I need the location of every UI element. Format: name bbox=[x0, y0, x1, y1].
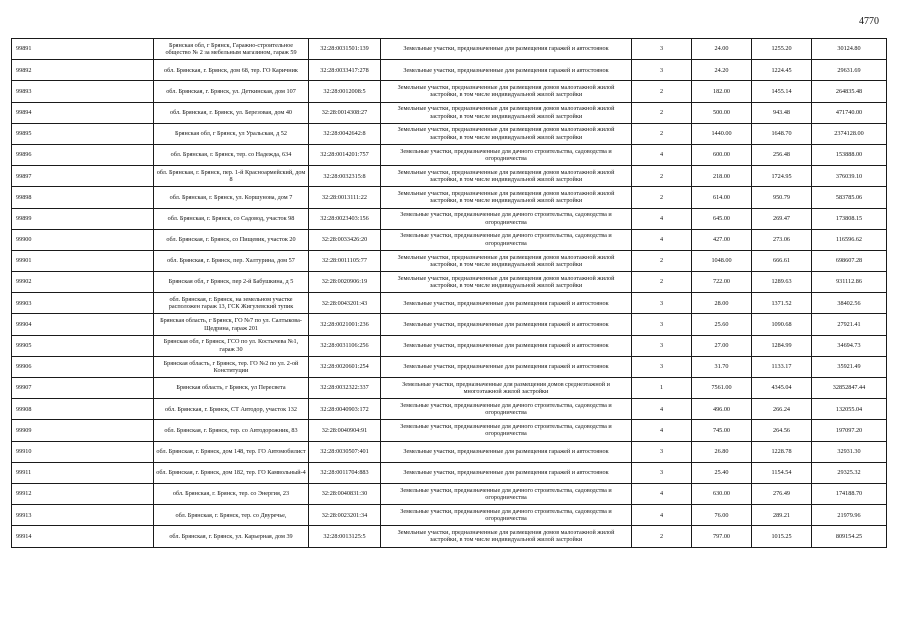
address-cell: обл. Брянская, г. Брянск, на земельном участке расположен гараж 13, ГСК Жигулевский тупик bbox=[154, 293, 309, 314]
cadastral-number-cell: 32:28:0012008:5 bbox=[309, 81, 381, 102]
specific-value-cell: 1090.68 bbox=[752, 314, 812, 335]
record-number-cell: 99912 bbox=[12, 483, 154, 504]
specific-value-cell: 256.48 bbox=[752, 144, 812, 165]
record-number-cell: 99895 bbox=[12, 123, 154, 144]
area-cell: 7561.00 bbox=[692, 378, 752, 399]
cadastral-value-cell: 29325.32 bbox=[812, 462, 887, 483]
group-number-cell: 2 bbox=[632, 187, 692, 208]
group-number-cell: 2 bbox=[632, 526, 692, 547]
cadastral-value-cell: 173808.15 bbox=[812, 208, 887, 229]
table-row bbox=[12, 441, 887, 462]
land-use-type-cell: Земельные участки, предназначенные для размещения домов малоэтажной жилой застройки, в том числе индивидуальной жилой застройки bbox=[381, 526, 632, 547]
area-cell: 24.20 bbox=[692, 60, 752, 81]
address-cell: обл. Брянская, г. Брянск, пер. Халтурина, дом 57 bbox=[154, 250, 309, 271]
group-number-cell: 3 bbox=[632, 60, 692, 81]
specific-value-cell: 264.56 bbox=[752, 420, 812, 441]
group-number-cell: 2 bbox=[632, 166, 692, 187]
address-cell: обл. Брянская, г. Брянск, СТ Автодор, участок 132 bbox=[154, 399, 309, 420]
cadastral-value-cell: 174188.70 bbox=[812, 483, 887, 504]
cadastral-value-cell: 35921.49 bbox=[812, 356, 887, 377]
table-row bbox=[12, 144, 887, 165]
area-cell: 1440.00 bbox=[692, 123, 752, 144]
specific-value-cell: 1455.14 bbox=[752, 81, 812, 102]
table-row bbox=[12, 483, 887, 504]
record-number-cell: 99913 bbox=[12, 505, 154, 526]
specific-value-cell: 1724.95 bbox=[752, 166, 812, 187]
address-cell: обл. Брянская, г. Брянск, тер. со Надежда, 634 bbox=[154, 144, 309, 165]
specific-value-cell: 4345.04 bbox=[752, 378, 812, 399]
cadastral-number-cell: 32:28:0030507:401 bbox=[309, 441, 381, 462]
cadastral-value-cell: 21979.96 bbox=[812, 505, 887, 526]
table-row bbox=[12, 81, 887, 102]
table-row bbox=[12, 526, 887, 547]
specific-value-cell: 266.24 bbox=[752, 399, 812, 420]
specific-value-cell: 943.48 bbox=[752, 102, 812, 123]
area-cell: 76.00 bbox=[692, 505, 752, 526]
land-use-type-cell: Земельные участки, предназначенные для размещения домов малоэтажной жилой застройки, в том числе индивидуальной жилой застройки bbox=[381, 102, 632, 123]
cadastral-value-cell: 809154.25 bbox=[812, 526, 887, 547]
specific-value-cell: 1228.78 bbox=[752, 441, 812, 462]
group-number-cell: 3 bbox=[632, 293, 692, 314]
group-number-cell: 3 bbox=[632, 462, 692, 483]
specific-value-cell: 666.61 bbox=[752, 250, 812, 271]
address-cell: обл. Брянская, г. Брянск, ул. Карьерная, дом 39 bbox=[154, 526, 309, 547]
group-number-cell: 4 bbox=[632, 144, 692, 165]
land-use-type-cell: Земельные участки, предназначенные для дачного строительства, садоводства и огородничества bbox=[381, 399, 632, 420]
cadastral-number-cell: 32:28:0021001:236 bbox=[309, 314, 381, 335]
cadastral-number-cell: 32:28:0031106:256 bbox=[309, 335, 381, 356]
record-number-cell: 99898 bbox=[12, 187, 154, 208]
cadastral-number-cell: 32:28:0040903:172 bbox=[309, 399, 381, 420]
address-cell: обл. Брянская, г. Брянск, дом 148, тер. ГО Автомобилист bbox=[154, 441, 309, 462]
cadastral-value-cell: 116596.62 bbox=[812, 229, 887, 250]
area-cell: 614.00 bbox=[692, 187, 752, 208]
record-number-cell: 99910 bbox=[12, 441, 154, 462]
cadastral-number-cell: 32:28:0023201:34 bbox=[309, 505, 381, 526]
record-number-cell: 99906 bbox=[12, 356, 154, 377]
record-number-cell: 99904 bbox=[12, 314, 154, 335]
address-cell: обл. Брянская, г. Брянск, дом 68, тер. ГО Каричник bbox=[154, 60, 309, 81]
cadastral-number-cell: 32:28:0032322:337 bbox=[309, 378, 381, 399]
area-cell: 600.00 bbox=[692, 144, 752, 165]
record-number-cell: 99909 bbox=[12, 420, 154, 441]
record-number-cell: 99900 bbox=[12, 229, 154, 250]
table-row bbox=[12, 166, 887, 187]
specific-value-cell: 950.79 bbox=[752, 187, 812, 208]
area-cell: 25.40 bbox=[692, 462, 752, 483]
cadastral-number-cell: 32:28:0013125:5 bbox=[309, 526, 381, 547]
specific-value-cell: 1255.20 bbox=[752, 39, 812, 60]
cadastral-value-cell: 264835.48 bbox=[812, 81, 887, 102]
address-cell: обл. Брянская, г. Брянск, со Садовод, участок 98 bbox=[154, 208, 309, 229]
cadastral-number-cell: 32:28:0031501:139 bbox=[309, 39, 381, 60]
area-cell: 645.00 bbox=[692, 208, 752, 229]
address-cell: обл. Брянская, г. Брянск, тер. со Двуречье, bbox=[154, 505, 309, 526]
area-cell: 797.00 bbox=[692, 526, 752, 547]
cadastral-value-cell: 931112.86 bbox=[812, 272, 887, 293]
table-row bbox=[12, 39, 887, 60]
land-use-type-cell: Земельные участки, предназначенные для размещения домов малоэтажной жилой застройки, в том числе индивидуальной жилой застройки bbox=[381, 272, 632, 293]
group-number-cell: 3 bbox=[632, 441, 692, 462]
group-number-cell: 4 bbox=[632, 229, 692, 250]
land-use-type-cell: Земельные участки, предназначенные для дачного строительства, садоводства и огородничества bbox=[381, 483, 632, 504]
land-use-type-cell: Земельные участки, предназначенные для размещения гаражей и автостоянок bbox=[381, 60, 632, 81]
specific-value-cell: 289.21 bbox=[752, 505, 812, 526]
address-cell: Брянская область, г Брянск, ул Пересвета bbox=[154, 378, 309, 399]
cadastral-value-cell: 30124.80 bbox=[812, 39, 887, 60]
cadastral-number-cell: 32:28:0042642:8 bbox=[309, 123, 381, 144]
area-cell: 500.00 bbox=[692, 102, 752, 123]
table-row bbox=[12, 505, 887, 526]
group-number-cell: 2 bbox=[632, 81, 692, 102]
address-cell: Брянская область, г Брянск, ГО №7 по ул. Салтыкова-Щедрина, гараж 201 bbox=[154, 314, 309, 335]
cadastral-number-cell: 32:28:0014308:27 bbox=[309, 102, 381, 123]
area-cell: 496.00 bbox=[692, 399, 752, 420]
area-cell: 745.00 bbox=[692, 420, 752, 441]
record-number-cell: 99911 bbox=[12, 462, 154, 483]
cadastral-value-cell: 153888.00 bbox=[812, 144, 887, 165]
address-cell: обл. Брянская, г. Брянск, тер. со Энергия, 23 bbox=[154, 483, 309, 504]
land-use-type-cell: Земельные участки, предназначенные для дачного строительства, садоводства и огородничества bbox=[381, 420, 632, 441]
record-number-cell: 99897 bbox=[12, 166, 154, 187]
group-number-cell: 3 bbox=[632, 335, 692, 356]
specific-value-cell: 273.06 bbox=[752, 229, 812, 250]
cadastral-value-cell: 583785.06 bbox=[812, 187, 887, 208]
table-row bbox=[12, 102, 887, 123]
cadastral-number-cell: 32:28:0013111:22 bbox=[309, 187, 381, 208]
address-cell: обл. Брянская, г. Брянск, ул. Деткинская, дом 107 bbox=[154, 81, 309, 102]
address-cell: обл. Брянская, г. Брянск, ул. Коршунова, дом 7 bbox=[154, 187, 309, 208]
specific-value-cell: 1154.54 bbox=[752, 462, 812, 483]
cadastral-value-cell: 27921.41 bbox=[812, 314, 887, 335]
cadastral-number-cell: 32:28:0020906:19 bbox=[309, 272, 381, 293]
group-number-cell: 3 bbox=[632, 314, 692, 335]
group-number-cell: 3 bbox=[632, 356, 692, 377]
address-cell: обл. Брянская, г. Брянск, дом 182, тер. ГО Камвольный-4 bbox=[154, 462, 309, 483]
cadastral-value-cell: 2374128.00 bbox=[812, 123, 887, 144]
specific-value-cell: 1015.25 bbox=[752, 526, 812, 547]
area-cell: 31.70 bbox=[692, 356, 752, 377]
area-cell: 28.00 bbox=[692, 293, 752, 314]
specific-value-cell: 1371.52 bbox=[752, 293, 812, 314]
cadastral-value-cell: 32852847.44 bbox=[812, 378, 887, 399]
area-cell: 27.00 bbox=[692, 335, 752, 356]
area-cell: 26.80 bbox=[692, 441, 752, 462]
table-row bbox=[12, 272, 887, 293]
table-row bbox=[12, 356, 887, 377]
group-number-cell: 4 bbox=[632, 483, 692, 504]
cadastral-value-cell: 34694.73 bbox=[812, 335, 887, 356]
cadastral-value-cell: 29631.69 bbox=[812, 60, 887, 81]
cadastral-number-cell: 32:28:0011105:77 bbox=[309, 250, 381, 271]
cadastral-value-cell: 32931.30 bbox=[812, 441, 887, 462]
record-number-cell: 99891 bbox=[12, 39, 154, 60]
cadastral-number-cell: 32:28:0033417:278 bbox=[309, 60, 381, 81]
group-number-cell: 2 bbox=[632, 123, 692, 144]
area-cell: 1048.00 bbox=[692, 250, 752, 271]
cadastral-number-cell: 32:28:0032315:8 bbox=[309, 166, 381, 187]
table-row bbox=[12, 314, 887, 335]
address-cell: обл. Брянская, г. Брянск, ул. Березовая, дом 40 bbox=[154, 102, 309, 123]
cadastral-number-cell: 32:28:0011704:883 bbox=[309, 462, 381, 483]
specific-value-cell: 1133.17 bbox=[752, 356, 812, 377]
cadastral-number-cell: 32:28:0043201:43 bbox=[309, 293, 381, 314]
land-use-type-cell: Земельные участки, предназначенные для размещения домов среднеэтажной и многоэтажной жилой застройки bbox=[381, 378, 632, 399]
record-number-cell: 99905 bbox=[12, 335, 154, 356]
land-use-type-cell: Земельные участки, предназначенные для размещения гаражей и автостоянок bbox=[381, 39, 632, 60]
group-number-cell: 4 bbox=[632, 420, 692, 441]
cadastral-value-cell: 698607.28 bbox=[812, 250, 887, 271]
record-number-cell: 99894 bbox=[12, 102, 154, 123]
land-use-type-cell: Земельные участки, предназначенные для размещения домов малоэтажной жилой застройки, в том числе индивидуальной жилой застройки bbox=[381, 123, 632, 144]
cadastral-number-cell: 32:28:0040904:91 bbox=[309, 420, 381, 441]
land-use-type-cell: Земельные участки, предназначенные для размещения домов малоэтажной жилой застройки, в том числе индивидуальной жилой застройки bbox=[381, 250, 632, 271]
cadastral-value-cell: 38402.56 bbox=[812, 293, 887, 314]
table-row bbox=[12, 335, 887, 356]
cadastral-value-cell: 132055.04 bbox=[812, 399, 887, 420]
address-cell: обл. Брянская, г. Брянск, со Пищевик, участок 20 bbox=[154, 229, 309, 250]
specific-value-cell: 1289.63 bbox=[752, 272, 812, 293]
address-cell: обл. Брянская, г. Брянск, тер. со Автодорожник, 83 bbox=[154, 420, 309, 441]
cadastral-number-cell: 32:28:0023403:156 bbox=[309, 208, 381, 229]
page-number: 4770 bbox=[859, 16, 879, 27]
group-number-cell: 2 bbox=[632, 250, 692, 271]
cadastral-number-cell: 32:28:0040831:30 bbox=[309, 483, 381, 504]
record-number-cell: 99893 bbox=[12, 81, 154, 102]
record-number-cell: 99914 bbox=[12, 526, 154, 547]
address-cell: обл. Брянская, г. Брянск, пер. 1-й Красноармейский, дом 8 bbox=[154, 166, 309, 187]
cadastral-value-cell: 376039.10 bbox=[812, 166, 887, 187]
table-row bbox=[12, 187, 887, 208]
address-cell: Брянская обл, г Брянск, ул Уральская, д 52 bbox=[154, 123, 309, 144]
specific-value-cell: 1224.45 bbox=[752, 60, 812, 81]
land-use-type-cell: Земельные участки, предназначенные для размещения гаражей и автостоянок bbox=[381, 356, 632, 377]
record-number-cell: 99903 bbox=[12, 293, 154, 314]
record-number-cell: 99908 bbox=[12, 399, 154, 420]
table-row bbox=[12, 378, 887, 399]
specific-value-cell: 269.47 bbox=[752, 208, 812, 229]
specific-value-cell: 1284.99 bbox=[752, 335, 812, 356]
address-cell: Брянская обл, г Брянск, Гаражно-строительное общество № 2 за мебельным магазином, гараж 59 bbox=[154, 39, 309, 60]
specific-value-cell: 276.49 bbox=[752, 483, 812, 504]
group-number-cell: 3 bbox=[632, 39, 692, 60]
land-use-type-cell: Земельные участки, предназначенные для размещения гаражей и автостоянок bbox=[381, 335, 632, 356]
table-row bbox=[12, 293, 887, 314]
table-row bbox=[12, 208, 887, 229]
area-cell: 24.00 bbox=[692, 39, 752, 60]
land-use-type-cell: Земельные участки, предназначенные для дачного строительства, садоводства и огородничества bbox=[381, 208, 632, 229]
table-row bbox=[12, 420, 887, 441]
group-number-cell: 2 bbox=[632, 272, 692, 293]
land-use-type-cell: Земельные участки, предназначенные для дачного строительства, садоводства и огородничества bbox=[381, 144, 632, 165]
land-use-type-cell: Земельные участки, предназначенные для дачного строительства, садоводства и огородничества bbox=[381, 229, 632, 250]
record-number-cell: 99902 bbox=[12, 272, 154, 293]
address-cell: Брянская обл, г Брянск, пер 2-й Бабушкина, д 5 bbox=[154, 272, 309, 293]
cadastral-value-cell: 471740.00 bbox=[812, 102, 887, 123]
land-use-type-cell: Земельные участки, предназначенные для размещения домов малоэтажной жилой застройки, в том числе индивидуальной жилой застройки bbox=[381, 81, 632, 102]
area-cell: 25.60 bbox=[692, 314, 752, 335]
land-use-type-cell: Земельные участки, предназначенные для размещения гаражей и автостоянок bbox=[381, 441, 632, 462]
area-cell: 427.00 bbox=[692, 229, 752, 250]
area-cell: 182.00 bbox=[692, 81, 752, 102]
group-number-cell: 4 bbox=[632, 399, 692, 420]
cadastral-number-cell: 32:28:0014201:757 bbox=[309, 144, 381, 165]
land-use-type-cell: Земельные участки, предназначенные для размещения гаражей и автостоянок bbox=[381, 462, 632, 483]
group-number-cell: 2 bbox=[632, 102, 692, 123]
land-use-type-cell: Земельные участки, предназначенные для размещения домов малоэтажной жилой застройки, в том числе индивидуальной жилой застройки bbox=[381, 187, 632, 208]
land-use-type-cell: Земельные участки, предназначенные для дачного строительства, садоводства и огородничества bbox=[381, 505, 632, 526]
cadastral-value-cell: 197097.20 bbox=[812, 420, 887, 441]
record-number-cell: 99899 bbox=[12, 208, 154, 229]
land-registry-table bbox=[11, 38, 887, 548]
address-cell: Брянская обл, г Брянск, ГСО по ул. Костычева №1, гараж 30 bbox=[154, 335, 309, 356]
address-cell: Брянская область, г Брянск, тер. ГО №2 по ул. 2-ой Конституции bbox=[154, 356, 309, 377]
record-number-cell: 99901 bbox=[12, 250, 154, 271]
record-number-cell: 99896 bbox=[12, 144, 154, 165]
table-body bbox=[12, 39, 887, 548]
land-use-type-cell: Земельные участки, предназначенные для размещения домов малоэтажной жилой застройки, в том числе индивидуальной жилой застройки bbox=[381, 166, 632, 187]
table-row bbox=[12, 123, 887, 144]
record-number-cell: 99892 bbox=[12, 60, 154, 81]
table-row bbox=[12, 60, 887, 81]
cadastral-number-cell: 32:28:0020601:254 bbox=[309, 356, 381, 377]
table-row bbox=[12, 229, 887, 250]
table-row bbox=[12, 399, 887, 420]
area-cell: 722.00 bbox=[692, 272, 752, 293]
group-number-cell: 4 bbox=[632, 505, 692, 526]
land-use-type-cell: Земельные участки, предназначенные для размещения гаражей и автостоянок bbox=[381, 293, 632, 314]
specific-value-cell: 1648.70 bbox=[752, 123, 812, 144]
table-row bbox=[12, 250, 887, 271]
group-number-cell: 4 bbox=[632, 208, 692, 229]
group-number-cell: 1 bbox=[632, 378, 692, 399]
record-number-cell: 99907 bbox=[12, 378, 154, 399]
land-use-type-cell: Земельные участки, предназначенные для размещения гаражей и автостоянок bbox=[381, 314, 632, 335]
cadastral-number-cell: 32:28:0033426:20 bbox=[309, 229, 381, 250]
area-cell: 218.00 bbox=[692, 166, 752, 187]
table-row bbox=[12, 462, 887, 483]
area-cell: 630.00 bbox=[692, 483, 752, 504]
